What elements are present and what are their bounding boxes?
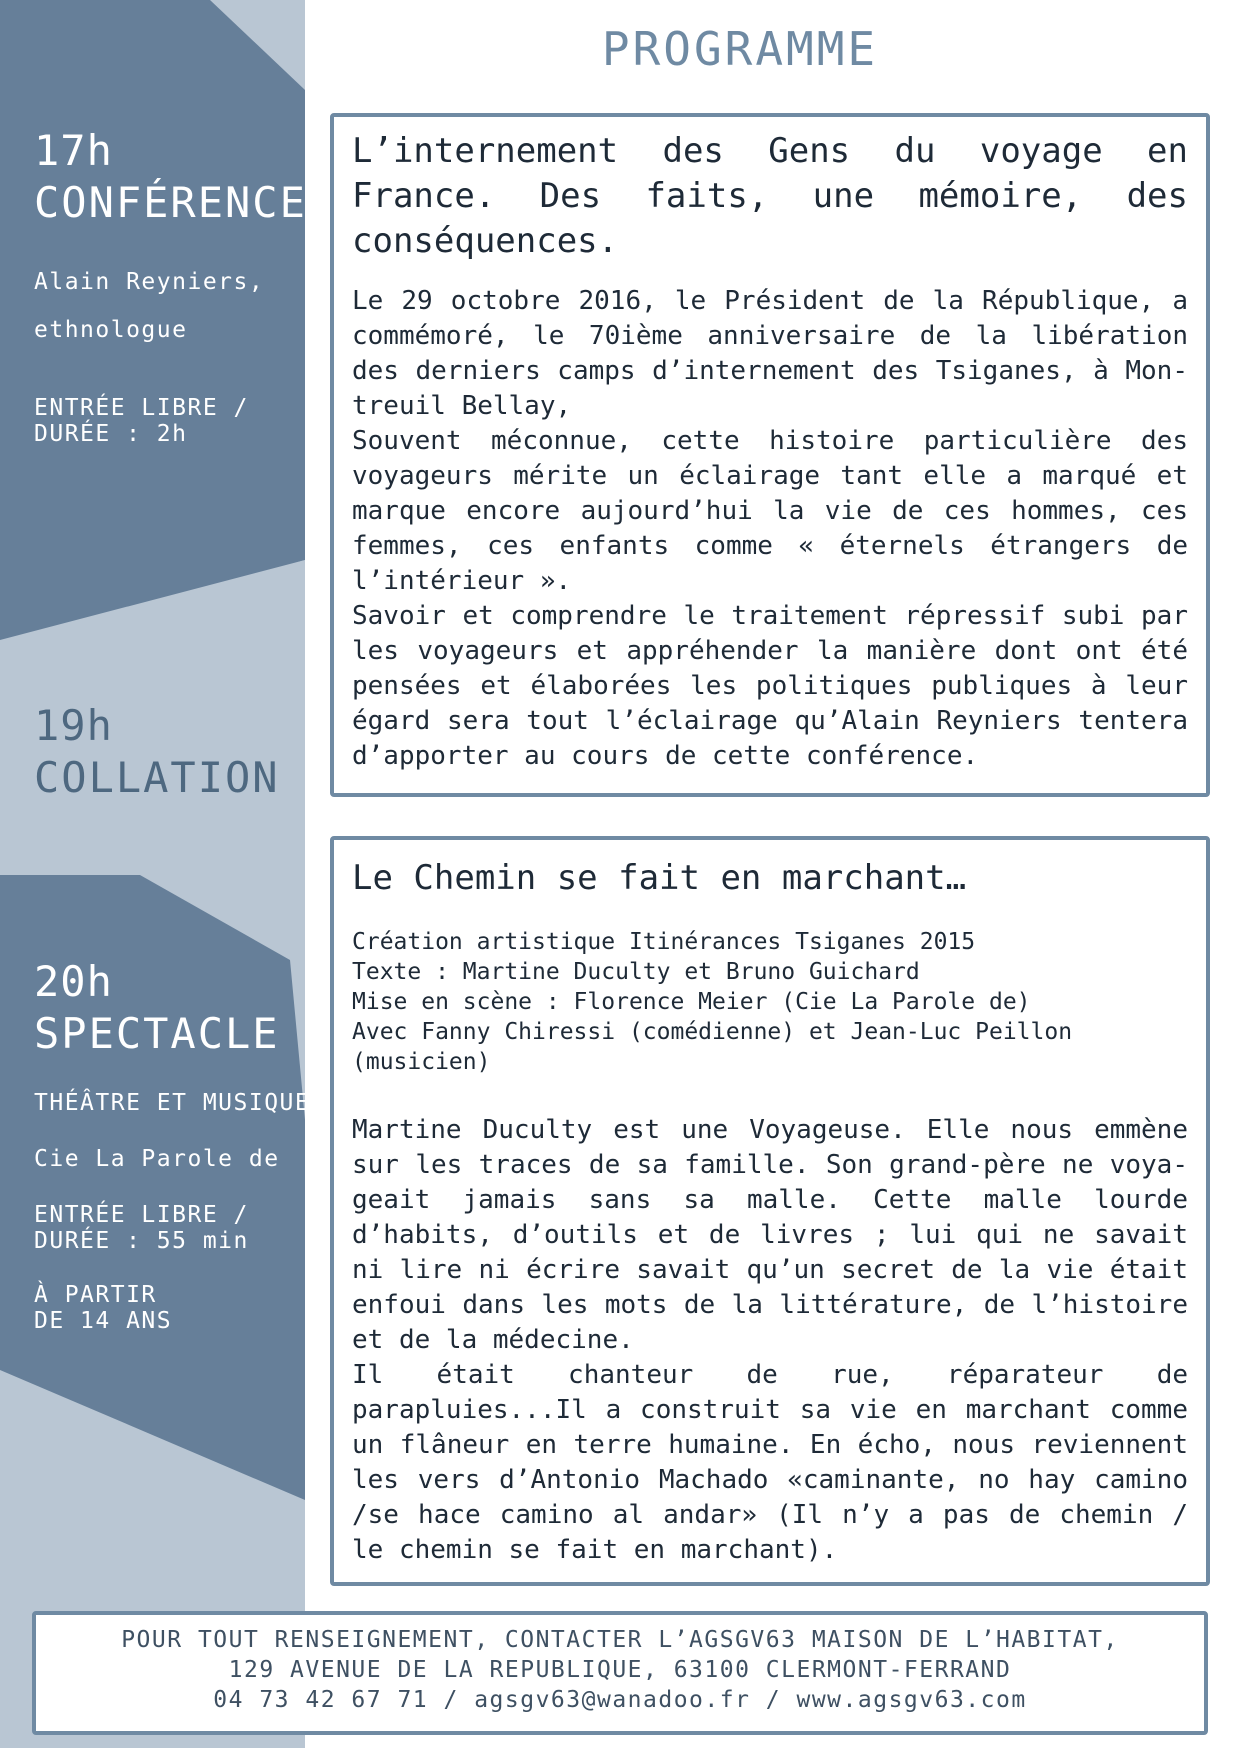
- conference-speaker: Alain Reyniers,: [34, 269, 265, 295]
- credit-line: Avec Fanny Chiressi (comédienne) et Jean-Luc Peillon: [352, 1019, 1073, 1045]
- conference-paragraph: Savoir et comprendre le traitement répressif subi par les voyageurs et appréhender la manière dont ont été pensées et élaborées les politiques publiques à leur égard sera tout l’éclairage qu’Alain Reyniers tentera d’apporter au cours de cette conférence.: [352, 601, 1188, 771]
- spectacle-age: À PARTIR: [34, 1282, 157, 1308]
- sidebar-spectacle: [34, 956, 310, 1334]
- spectacle-time: 20h: [34, 957, 113, 1006]
- contact-footer: [32, 1611, 1208, 1735]
- credit-line: Création artistique Itinérances Tsiganes 2015: [352, 929, 976, 955]
- spectacle-heading: SPECTACLE: [34, 1009, 280, 1058]
- conference-paragraph: Le 29 octobre 2016, le Président de la République, a commémoré, le 70ième anniversaire de la libération des derniers camps d’internement des Tsiganes, à Mon-treuil Bellay,: [352, 286, 1188, 421]
- spectacle-age-value: DE 14 ANS: [34, 1308, 173, 1334]
- spectacle-box: [330, 836, 1210, 1586]
- footer-address: 129 AVENUE DE LA REPUBLIQUE, 63100 CLERMONT-FERRAND: [228, 1657, 1012, 1683]
- conference-time: 17h: [34, 126, 113, 175]
- credit-line: Mise en scène : Florence Meier (Cie La Parole de): [352, 989, 1031, 1015]
- conference-entry: ENTRÉE LIBRE /: [34, 395, 249, 421]
- spectacle-title: Le Chemin se fait en marchant…: [352, 858, 967, 898]
- collation-time: 19h: [34, 701, 113, 750]
- footer-line: POUR TOUT RENSEIGNEMENT, CONTACTER L’AGSGV63 MAISON DE L’HABITAT,: [121, 1627, 1119, 1653]
- conference-box: [330, 113, 1210, 797]
- credit-line: (musicien): [352, 1049, 491, 1075]
- spectacle-entry: ENTRÉE LIBRE /: [34, 1202, 249, 1228]
- page-title: PROGRAMME: [601, 22, 879, 76]
- credit-line: Texte : Martine Duculty et Bruno Guichard: [352, 959, 920, 985]
- collation-heading: COLLATION: [34, 753, 280, 802]
- spectacle-paragraph: Il était chanteur de rue, réparateur de parapluies...Il a construit sa vie en marchant comme un flâneur en terre humaine. En écho, nous reviennent les vers d’Antonio Machado «caminante, no hay camino /se hace camino al andar» (Il n’y a pas de chemin / le chemin se fait en marchant).: [352, 1360, 1188, 1565]
- conference-paragraph: Souvent méconnue, cette histoire particulière des voyageurs mérite un éclairage tant elle a marqué et marque encore aujourd’hui la vie de ces hommes, ces femmes, ces enfants comme « éternels étrangers de l’intérieur ».: [352, 426, 1188, 596]
- conference-speaker-role: ethnologue: [34, 317, 188, 343]
- conference-heading: CONFÉRENCE: [34, 178, 307, 227]
- sidebar-collation: [34, 700, 280, 804]
- conference-duration: DURÉE : 2h: [34, 421, 188, 447]
- spectacle-paragraph: Martine Duculty est une Voyageuse. Elle nous emmène sur les traces de sa famille. Son grand-père ne voya-geait jamais sans sa malle. Cette malle lourde d’habits, d’outils et de livres ; lui qui ne savait ni lire ni écrire savait qu’un secret de la vie était enfoui dans les mots de la littérature, de l’histoire et de la médecine.: [352, 1115, 1188, 1355]
- spectacle-company: Cie La Parole de: [34, 1146, 280, 1172]
- spectacle-duration: DURÉE : 55 min: [34, 1228, 249, 1254]
- spectacle-genre: THÉÂTRE ET MUSIQUE: [34, 1090, 311, 1116]
- footer-contact: 04 73 42 67 71 / agsgv63@wanadoo.fr / www.agsgv63.com: [213, 1687, 1027, 1713]
- conference-title: L’internement des Gens du voyage en France. Des faits, une mémoire, des conséquences.: [352, 131, 1188, 261]
- spectacle-credits: [352, 927, 1188, 1077]
- sidebar-conference: [34, 125, 307, 447]
